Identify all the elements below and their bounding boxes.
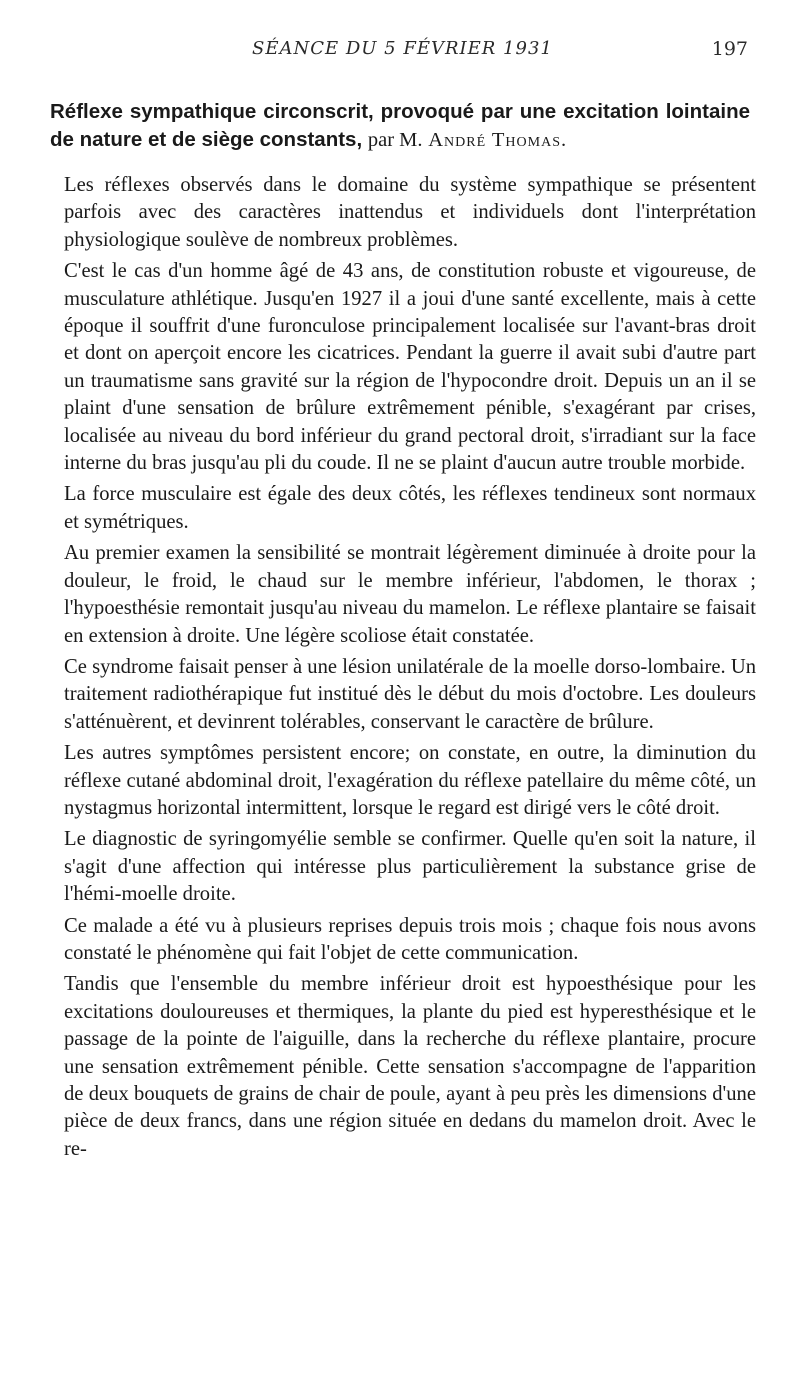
paragraph: La force musculaire est égale des deux côtés, les réflexes tendineux sont normaux et symétriques.	[64, 483, 756, 533]
article-title	[50, 98, 750, 154]
paragraph: Les réflexes observés dans le domaine du système sympathique se présentent parfois avec des caractères inattendus et individuels dont l'interprétation physiologique soulève de nombreux problèmes.	[64, 174, 756, 251]
article-author: André Thomas.	[428, 129, 568, 151]
article-byline: par M.	[367, 129, 423, 151]
article-title-text: Réflexe sympathique circonscrit, provoqué par une excitation lointaine de nature et de siège constants,	[50, 100, 750, 151]
paragraph: Les autres symptômes persistent encore; on constate, en outre, la diminution du réflexe cutané abdominal droit, l'exagération du réflexe patellaire du même côté, un nystagmus horizontal intermittent, lorsque le regard est dirigé vers le côté droit.	[64, 742, 756, 819]
running-header	[0, 38, 800, 68]
paragraph: Au premier examen la sensibilité se montrait légèrement diminuée à droite pour la douleur, le froid, le chaud sur le membre inférieur, l'abdomen, le thorax ; l'hypoesthésie remontait jusqu'au niveau du mamelon. Le réflexe plantaire se faisait en extension à droite. Une légère scoliose était constatée.	[64, 542, 756, 647]
paragraph: C'est le cas d'un homme âgé de 43 ans, de constitution robuste et vigoureuse, de musculature athlétique. Jusqu'en 1927 il a joui d'une santé excellente, mais à cette époque il souffrit d'une furonculose principalement localisée sur l'avant-bras droit et dont on aperçoit encore les cicatrices. Pendant la guerre il avait subi d'autre part un traumatisme sans gravité sur la région de l'hypocondre droit. Depuis un an il se plaint d'une sensation de brûlure extrêmement pénible, s'exagérant par crises, localisée au niveau du bord inférieur du grand pectoral droit, s'irradiant sur la face interne du bras jusqu'au pli du coude. Il ne se plaint d'aucun autre trouble morbide.	[64, 260, 756, 475]
running-head: SÉANCE DU 5 FÉVRIER 1931	[252, 38, 553, 59]
paragraph: Le diagnostic de syringomyélie semble se confirmer. Quelle qu'en soit la nature, il s'agit d'une affection qui intéresse plus particulièrement la substance grise de l'hémi-moelle droite.	[64, 828, 756, 906]
article-body	[64, 172, 756, 1165]
paragraph: Ce syndrome faisait penser à une lésion unilatérale de la moelle dorso-lombaire. Un traitement radiothérapique fut institué dès le début du mois d'octobre. Les douleurs s'atténuèrent, et devinrent tolérables, conservant le caractère de brûlure.	[64, 655, 756, 733]
page-number: 197	[711, 38, 748, 60]
paragraph: Ce malade a été vu à plusieurs reprises depuis trois mois ; chaque fois nous avons constaté le phénomène qui fait l'objet de cette communication.	[64, 914, 756, 964]
paragraph: Tandis que l'ensemble du membre inférieur droit est hypoesthésique pour les excitations douloureuses et thermiques, la plante du pied est hyperesthésique et le passage de la pointe de l'aiguille, dans la recherche du réflexe plantaire, procure une sensation extrêmement pénible. Cette sensation s'accompagne de l'apparition de deux bouquets de grains de chair de poule, ayant à peu près les dimensions d'une pièce de deux francs, dans une région située en dedans du mamelon droit. Avec le re-	[64, 973, 756, 1160]
